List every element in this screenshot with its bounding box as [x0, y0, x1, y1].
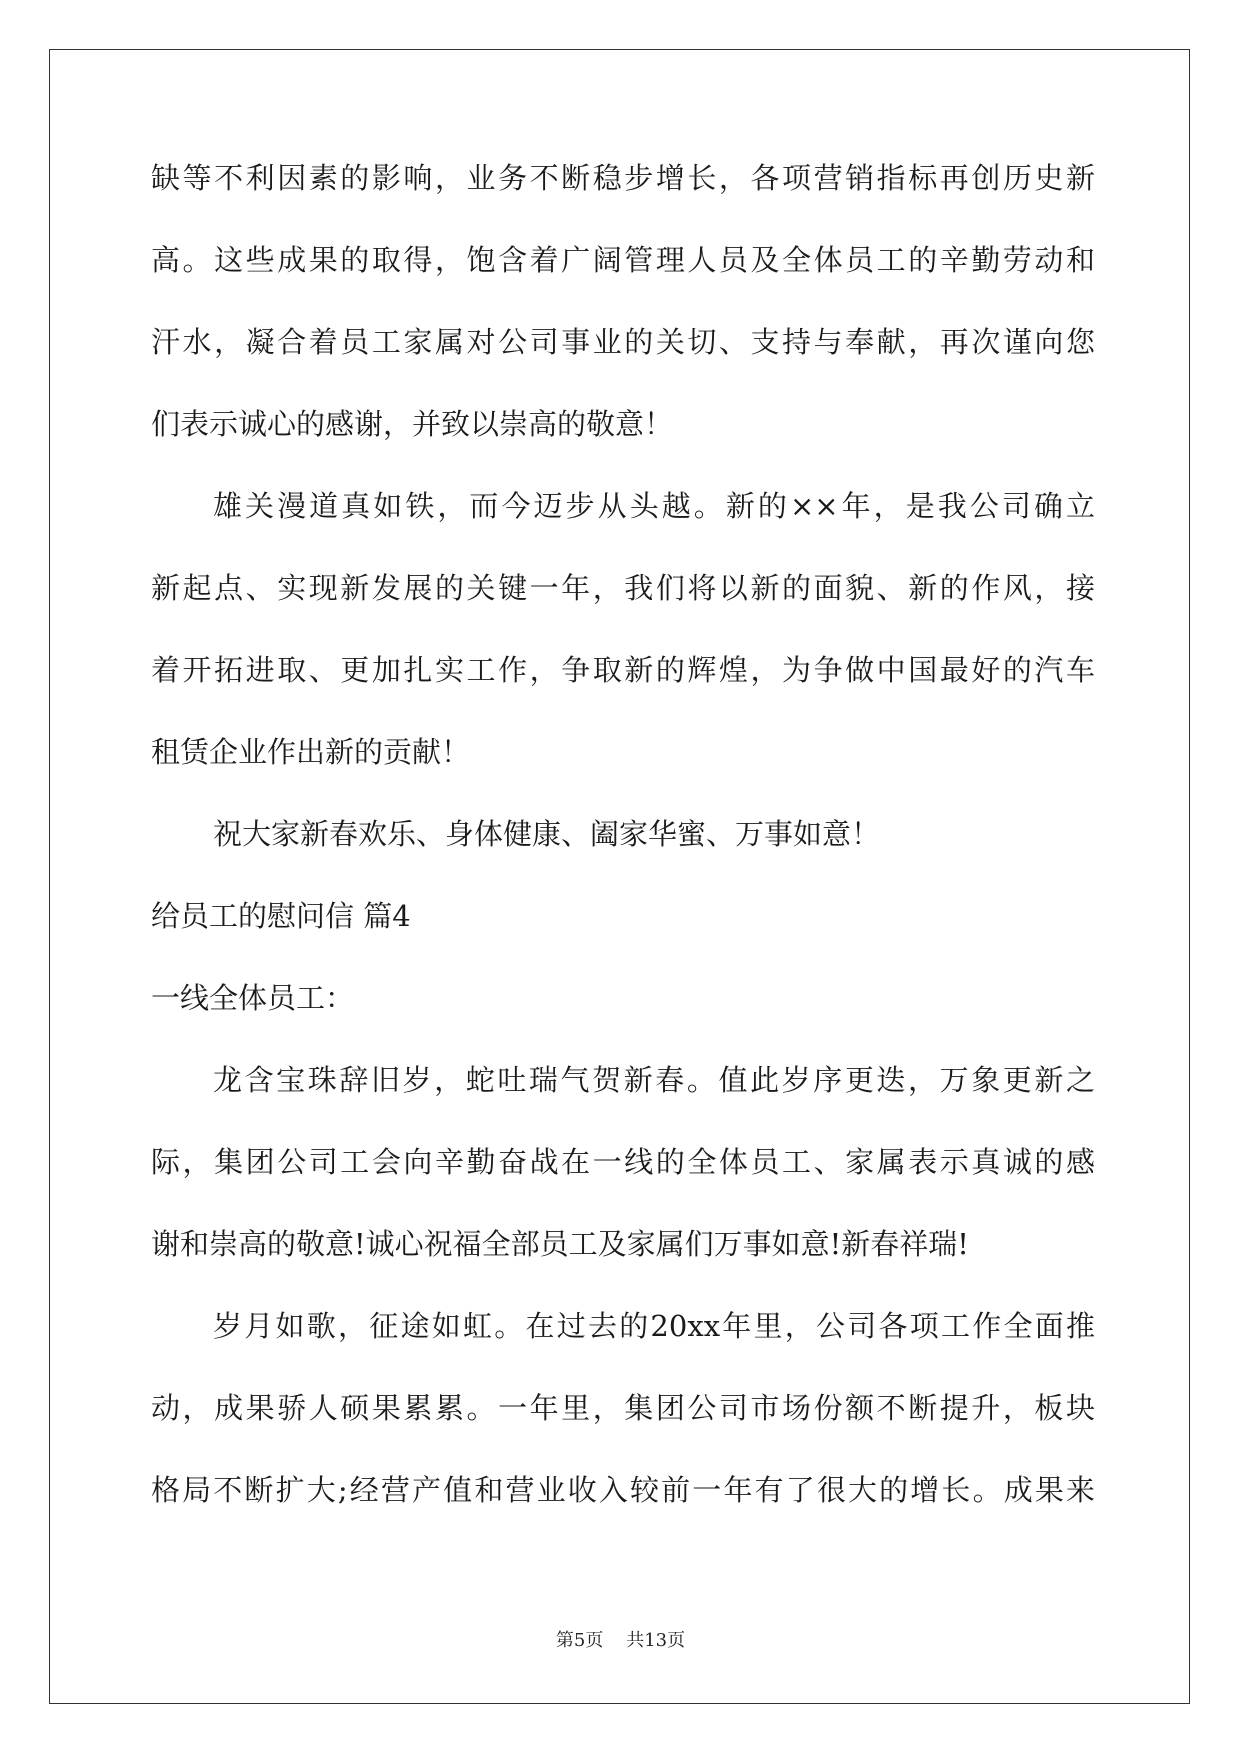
text-line: 际，集团公司工会向辛勤奋战在一线的全体员工、家属表示真诚的感	[151, 1145, 1095, 1179]
text-line: 高。这些成果的取得，饱含着广阔管理人员及全体员工的辛勤劳动和	[151, 243, 1095, 277]
text-line: 格局不断扩大;经营产值和营业收入较前一年有了很大的增长。成果来	[151, 1473, 1095, 1507]
text-line: 新起点、实现新发展的关键一年，我们将以新的面貌、新的作风，接	[151, 571, 1095, 605]
text-line: 谢和崇高的敬意!诚心祝福全部员工及家属们万事如意!新春祥瑞!	[151, 1227, 969, 1261]
text-line: 汗水，凝合着员工家属对公司事业的关切、支持与奉献，再次谨向您	[151, 325, 1095, 359]
page-footer	[0, 1626, 1241, 1652]
text-line: 租赁企业作出新的贡献！	[151, 735, 471, 769]
document-body	[151, 158, 1095, 1552]
text-line: 岁月如歌，征途如虹。在过去的20xx年里，公司各项工作全面推	[213, 1309, 1095, 1343]
text-line: 龙含宝珠辞旧岁，蛇吐瑞气贺新春。值此岁序更迭，万象更新之	[213, 1063, 1095, 1097]
text-line: 祝大家新春欢乐、身体健康、阖家华蜜、万事如意！	[213, 817, 881, 851]
text-line: 动，成果骄人硕果累累。一年里，集团公司市场份额不断提升，板块	[151, 1391, 1095, 1425]
section-heading: 给员工的慰问信 篇4	[151, 899, 411, 933]
page-total: 共13页	[626, 1630, 686, 1651]
text-line: 雄关漫道真如铁，而今迈步从头越。新的××年，是我公司确立	[213, 489, 1095, 523]
text-line: 们表示诚心的感谢，并致以崇高的敬意！	[151, 407, 674, 441]
text-line: 缺等不利因素的影响，业务不断稳步增长，各项营销指标再创历史新	[151, 161, 1095, 195]
salutation: 一线全体员工：	[151, 981, 355, 1015]
page-number: 第5页	[555, 1630, 604, 1651]
text-line: 着开拓进取、更加扎实工作，争取新的辉煌，为争做中国最好的汽车	[151, 653, 1095, 687]
